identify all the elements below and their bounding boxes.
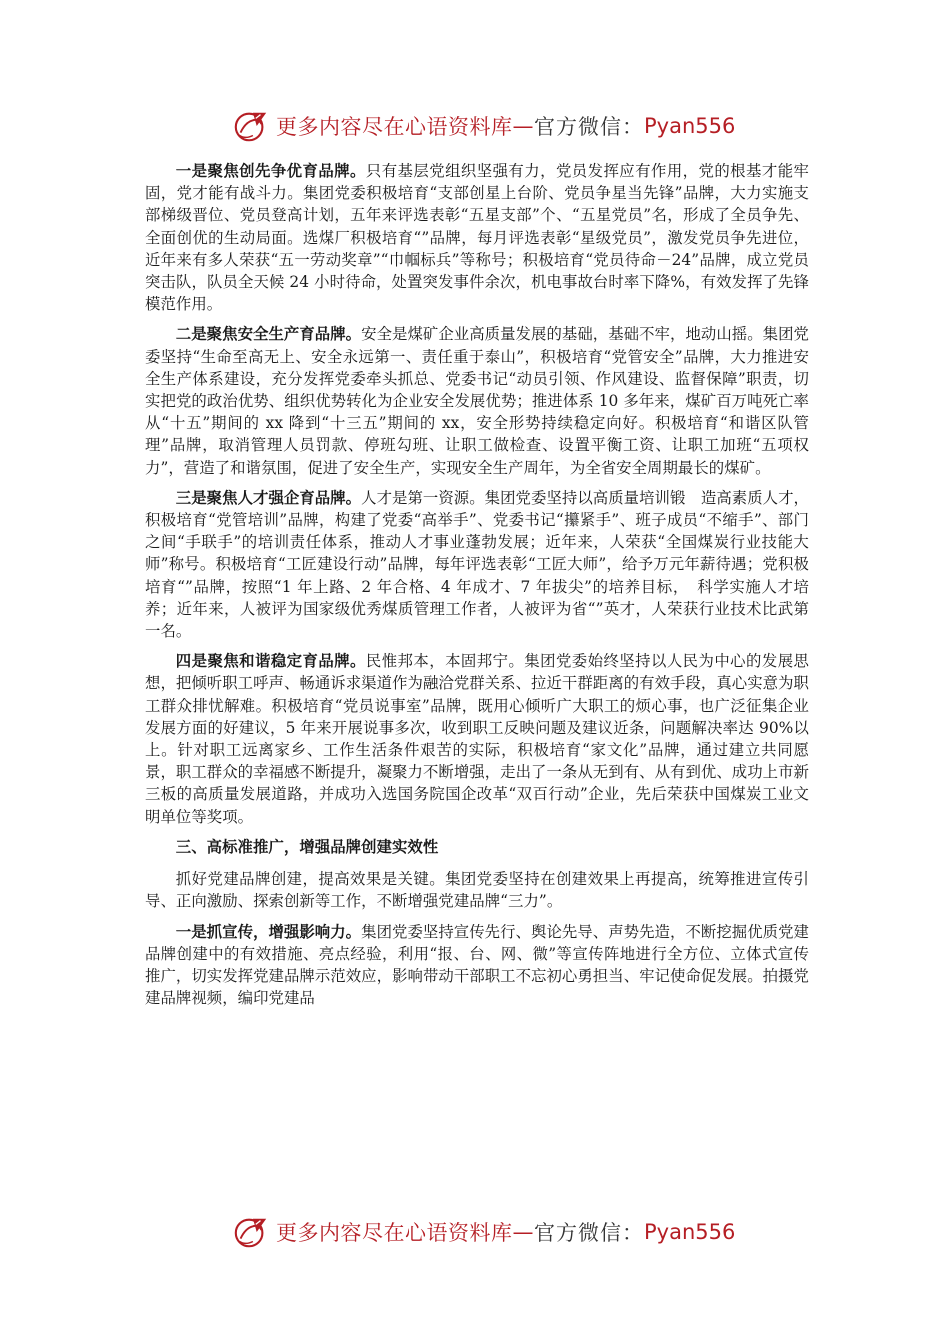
paragraph-6-body: 集团党委坚持宣传先行、舆论先导、声势先造，不断挖掘优质党建品牌创建中的有效措施、亮点经验，利用“报、台、网、微”等宣传阵地进行全方位、立体式宣传推广，切实发挥党建品牌示范效应，影响带动干部职工不忘初心勇担当、牢记使命促发展。拍摄党建品牌视频，编印党建品	[145, 922, 809, 1008]
pen-logo-icon	[232, 107, 270, 145]
paragraph-4-lead: 四是聚焦和谐稳定育品牌。	[175, 652, 366, 671]
paragraph-5-body: 抓好党建品牌创建，提高效果是关键。集团党委坚持在创建效果上再提高，统筹推进宣传引导、正向激励、探索创新等工作，不断增强党建品牌“三力”。	[145, 870, 809, 911]
paragraph-3-body: 人才是第一资源。集团党委坚持以高质量培训锻 造高素质人才，积极培育“党管培训”品牌，构建了党委“高举手”、党委书记“攥紧手”、班子成员“不缩手”、部门之间“手联手”的培训责任体系，推动人才事业蓬勃发展；近年来，人荣获“全国煤炭行业技能大师”称号。积极培育“工匠建设行动”品牌，每年评选表彰“工匠大师”，给予万元年薪待遇；党积极培育“”品牌，按照“1 年上路、2 年合格、4 年成才、7 年拔尖”的培养目标， 科学实施人才培养；近年来，人被评为国家级优秀煤质管理工作者，人被评为省“”英才，人荣获行业技术比武第一名。	[145, 488, 809, 641]
paragraph-3-lead: 三是聚焦人才强企育品牌。	[175, 488, 362, 507]
paragraph-6	[145, 921, 809, 1010]
banner-separator: —	[512, 114, 534, 138]
paragraph-1	[145, 160, 809, 315]
paragraph-5	[145, 868, 809, 912]
section-heading-text: 三、高标准推广，增强品牌创建实效性	[175, 837, 439, 856]
pen-logo-icon	[232, 1213, 270, 1251]
paragraph-2	[145, 323, 809, 478]
paragraph-3	[145, 487, 809, 642]
paragraph-6-lead: 一是抓宣传，增强影响力。	[175, 922, 362, 941]
footer-banner	[232, 1210, 735, 1254]
banner-separator: —	[512, 1220, 534, 1244]
document-body	[145, 160, 809, 1017]
paragraph-2-lead: 二是聚焦安全生产育品牌。	[175, 325, 362, 344]
banner-title: 更多内容尽在心语资料库	[276, 1221, 513, 1245]
paragraph-4	[145, 650, 809, 828]
paragraph-1-body: 只有基层党组织坚强有力，党员发挥应有作用，党的根基才能牢固，党才能有战斗力。集团党委积极培育“支部创星上台阶、党员争星当先锋”品牌，大力实施支部梯级晋位、党员登高计划，五年来评选表彰“五星支部”个、“五星党员”名，形成了全员争先、全面创优的生动局面。选煤厂积极培育“”品牌，每月评选表彰“星级党员”，激发党员争先进位，近年来有多人荣获“五一劳动奖章”“巾帼标兵”等称号；积极培育“党员待命－24”品牌，成立党员突击队，队员全天候 24 小时待命，处置突发事件余次，机电事故台时率下降%，有效发挥了先锋模范作用。	[145, 162, 809, 314]
paragraph-4-body: 民惟邦本，本固邦宁。集团党委始终坚持以人民为中心的发展思想，把倾听职工呼声、畅通诉求渠道作为融洽党群关系、拉近干群距离的有效手段，真心实意为职工群众排忧解难。积极培育“党员说事室”品牌，既用心倾听广大职工的烦心事，也广泛征集企业发展方面的好建议，5 年来开展说事多次，收到职工反映问题及建议近条，问题解决率达 90%以上。针对职工远离家乡、工作生活条件艰苦的实际，积极培育“家文化”品牌，通过建立共同愿景，职工群众的幸福感不断提升，凝聚力不断增强，走出了一条从无到有、从有到优、成功上市新三板的高质量发展道路，并成功入选国务院国企改革“双百行动”企业，先后荣获中国煤炭工业文明单位等奖项。	[145, 652, 809, 826]
banner-wechat-label: 官方微信：	[534, 1221, 644, 1245]
banner-wechat-id: Pyan556	[644, 114, 736, 138]
banner-wechat-label: 官方微信：	[534, 115, 644, 139]
header-banner	[232, 104, 735, 148]
banner-title: 更多内容尽在心语资料库	[276, 115, 513, 139]
section-heading	[145, 836, 809, 858]
banner-wechat-id: Pyan556	[644, 1220, 736, 1244]
paragraph-1-lead: 一是聚焦创先争优育品牌。	[175, 162, 366, 180]
paragraph-2-body: 安全是煤矿企业高质量发展的基础，基础不牢，地动山摇。集团党委坚持“生命至高无上、安全永远第一、责任重于泰山”，积极培育“党管安全”品牌，大力推进安全生产体系建设，充分发挥党委牵头抓总、党委书记“动员引领、作风建设、监督保障”职责，切实把党的政治优势、组织优势转化为企业安全发展优势；推进体系 10 多年来，煤矿百万吨死亡率从“十五”期间的 xx 降到“十三五”期间的 xx，安全形势持续稳定向好。积极培育“和谐区队管理”品牌，取消管理人员罚款、停班勾班、让职工做检查、设置平衡工资、让职工加班“五项权力”，营造了和谐氛围，促进了安全生产，实现安全生产周年，为全省安全周期最长的煤矿。	[145, 325, 809, 477]
